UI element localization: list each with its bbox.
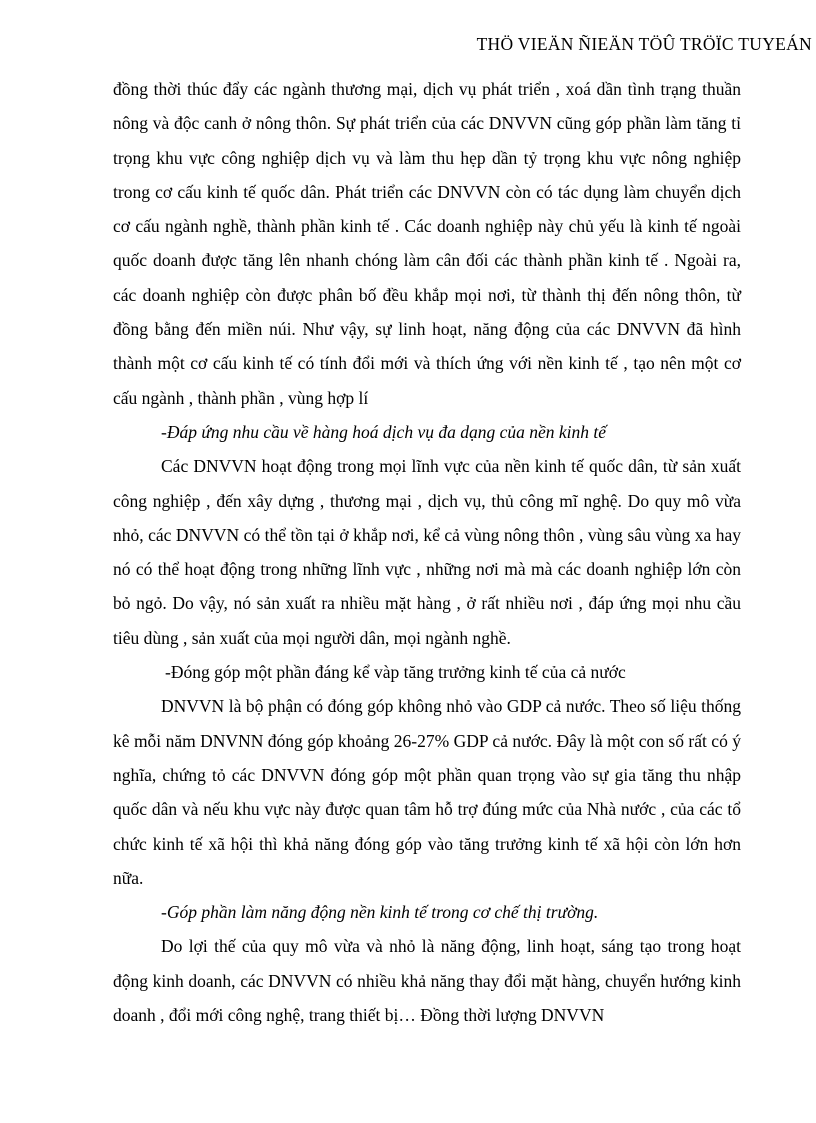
section-heading-diverse-demand: -Đáp ứng nhu cầu về hàng hoá dịch vụ đa dạng của nền kinh tế [161, 421, 607, 442]
section-heading-economic-growth: -Đóng góp một phần đáng kể vàp tăng trưởng kinh tế của cả nước [165, 662, 626, 683]
page-header: THÖ VIEÄN ÑIEÄN TÖÛ TRÖÏC TUYEÁN [476, 34, 812, 54]
paragraph-diverse-demand: Các DNVVN hoạt động trong mọi lĩnh vực của nền kinh tế quốc dân, từ sản xuất công nghiệp , đến xây dựng , thương mại , dịch vụ, thủ công mĩ nghệ. Do quy mô vừa nhỏ, các DNVVN có thể tồn tại ở khắp nơi, kể cả vùng nông thôn , vùng sâu vùng xa hay nó có thể hoạt động trong những lĩnh vực , những nơi mà mà các doanh nghiệp lớn còn bỏ ngỏ. Do vậy, nó sản xuất ra nhiều mặt hàng , ở rất nhiều nơi , đáp ứng mọi nhu cầu tiêu dùng , sản xuất của mọi người dân, mọi ngành nghề. [113, 456, 741, 648]
paragraph-market-dynamism: Do lợi thế của quy mô vừa và nhỏ là năng động, linh hoạt, sáng tạo trong hoạt động kinh doanh, các DNVVN có nhiều khả năng thay đổi mặt hàng, chuyển hướng kinh doanh , đổi mới công nghệ, trang thiết bị… Đồng thời lượng DNVVN [113, 936, 741, 1026]
document-body [113, 72, 741, 1032]
section-heading-market-dynamism: -Góp phần làm năng động nền kinh tế trong cơ chế thị trường. [161, 902, 599, 923]
paragraph-economic-growth: DNVVN là bộ phận có đóng góp không nhỏ vào GDP cả nước. Theo số liệu thống kê mỗi năm DNVNN đóng góp khoảng 26-27% GDP cả nước. Đây là một con số rất có ý nghĩa, chứng tỏ các DNVVN đóng góp một phần quan trọng vào sự gia tăng thu nhập quốc dân và nếu khu vực này được quan tâm hỗ trợ đúng mức của Nhà nước , của các tổ chức kinh tế xã hội thì khả năng đóng góp vào tăng trưởng kinh tế xã hội còn lớn hơn nữa. [113, 696, 741, 888]
paragraph-economic-structure: đồng thời thúc đẩy các ngành thương mại, dịch vụ phát triển , xoá dần tình trạng thuần nông và độc canh ở nông thôn. Sự phát triển của các DNVVN cũng góp phần làm tăng tỉ trọng khu vực công nghiệp dịch vụ và làm thu hẹp dần tỷ trọng khu vực nông nghiệp trong cơ cấu kinh tế quốc dân. Phát triển các DNVVN còn có tác dụng làm chuyển dịch cơ cấu ngành nghề, thành phần kinh tế . Các doanh nghiệp này chủ yếu là kinh tế ngoài quốc doanh được tăng lên nhanh chóng làm cân đối các thành phần kinh tế . Ngoài ra, các doanh nghiệp còn được phân bố đều khắp mọi nơi, từ thành thị đến nông thôn, từ đồng bằng đến miền núi. Như vậy, sự linh hoạt, năng động của các DNVVN đã hình thành một cơ cấu kinh tế có tính đổi mới và thích ứng với nền kinh tế , tạo nên một cơ cấu ngành , thành phần , vùng hợp lí [113, 79, 741, 408]
